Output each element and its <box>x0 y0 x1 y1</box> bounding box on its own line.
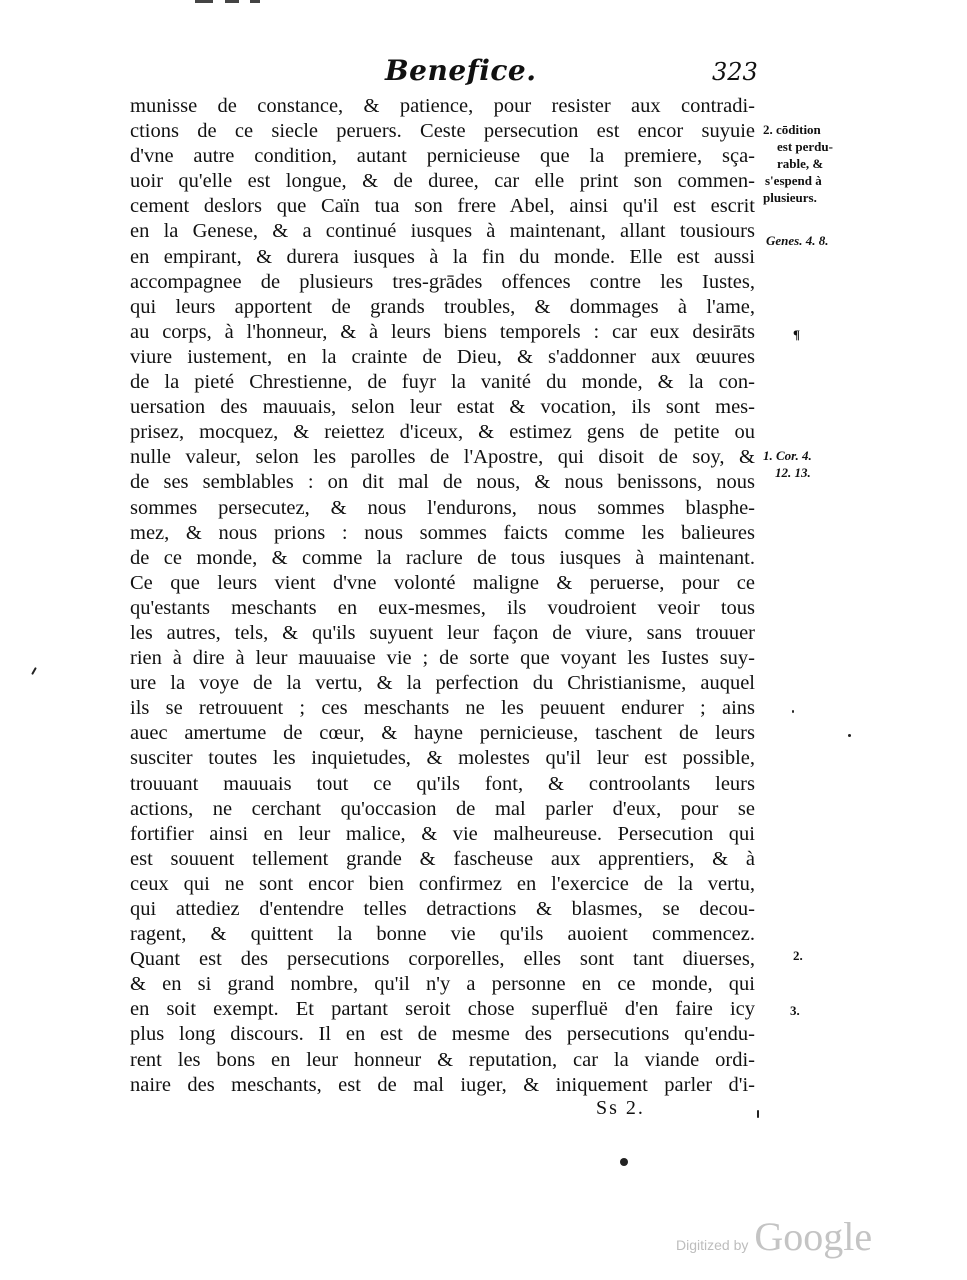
text-line: ils se retrouuent ; ces meschants ne les peuuent endurer ; ains <box>130 697 755 720</box>
ink-speck <box>31 667 37 675</box>
text-line: mez, & nous prions : nous sommes faicts comme les balieures <box>130 521 755 544</box>
text-line: munisse de constance, & patience, pour resister aux contradi- <box>130 95 755 117</box>
text-line: cement deslors que Caïn tua son frere Abel, ainsi qu'il est escrit <box>130 195 755 218</box>
body-text <box>130 94 755 1098</box>
signature-mark: Ss 2. <box>596 1097 645 1119</box>
text-line: rent les bons en leur honneur & reputation, car la viande ordi- <box>130 1048 755 1071</box>
margin-note-line: s'espend à <box>765 173 822 188</box>
text-line: de ce monde, & comme la raclure de tous iusques à maintenant. <box>130 546 755 569</box>
margin-note-line: 2. cōdition <box>763 122 821 137</box>
ink-speck <box>757 1110 759 1118</box>
text-line: ure la voye de la vertu, & la perfection du Christianisme, auquel <box>130 672 755 695</box>
text-line: en la Genese, & a continué iusques à maintenant, allant tousiours <box>130 220 755 243</box>
margin-note-genesis: Genes. 4. 8. <box>766 233 829 248</box>
margin-note-line: plusieurs. <box>763 190 817 205</box>
text-line: de la pieté Chrestienne, de fuyr la vanité du monde, & la con- <box>130 371 755 394</box>
text-line: auec amertume de cœur, & hayne pernicieuse, taschent de leurs <box>130 722 755 745</box>
text-line: naire des meschants, est de mal iuger, & iniquement parler d'i- <box>130 1073 755 1096</box>
text-line: Quant est des persecutions corporelles, elles sont tant diuerses, <box>130 948 755 971</box>
text-line: fortifier ainsi en leur malice, & vie malheureuse. Persecution qui <box>130 822 755 845</box>
text-line: accompagnee de plusieurs tres-grādes offences contre les Iustes, <box>130 270 755 293</box>
margin-note-line: 12. 13. <box>775 465 811 480</box>
text-line: ctions de ce siecle peruers. Ceste persecution est encor suyuie <box>130 120 755 143</box>
text-line: susciter toutes les inquietudes, & molestes qu'il leur est possible, <box>130 747 755 770</box>
margin-note-line: 1. Cor. 4. <box>763 448 812 463</box>
text-line: trouuant mauuais tout ce qu'ils font, & controolants leurs <box>130 772 755 795</box>
top-edge-marks <box>195 0 275 6</box>
margin-note-number-2: 2. <box>793 948 803 963</box>
text-line: d'vne autre condition, autant pernicieuse que la premiere, sça- <box>130 145 755 168</box>
google-logo: Google <box>754 1214 873 1259</box>
text-line: uersation des mauuais, selon leur estat & vocation, ils sont mes- <box>130 396 755 419</box>
text-line: au corps, à l'honneur, & à leurs biens temporels : car eux desirāts <box>130 320 755 343</box>
text-line: uoir qu'elle est longue, & de duree, car elle print son commen- <box>130 170 755 193</box>
running-title: Benefice. <box>385 54 537 87</box>
text-line: qui leurs apportent de grands troubles, & dommages à l'ame, <box>130 295 755 318</box>
text-line: de ses semblables : on dit mal de nous, & nous benissons, nous <box>130 471 755 494</box>
text-line: plus long discours. Il en est de mesme des persecutions qu'endu- <box>130 1023 755 1046</box>
ink-speck <box>620 1158 628 1166</box>
text-line: en soit exempt. Et partant seroit chose superfluë d'en faire icy <box>130 998 755 1021</box>
text-line: sommes persecutez, & nous l'endurons, nous sommes blasphe- <box>130 496 755 519</box>
text-line: est souuent tellement grande & fascheuse aux apprentiers, & à <box>130 847 755 870</box>
text-line: ragent, & quittent la bonne vie qu'ils auoient commencez. <box>130 923 755 946</box>
text-line: qu'estants meschants en eux-mesmes, ils voudroient veoir tous <box>130 596 755 619</box>
page-number: 323 <box>712 58 758 86</box>
margin-note-mark: ¶ <box>793 327 801 342</box>
ink-speck <box>792 710 794 713</box>
margin-note-line: rable, & <box>777 156 824 171</box>
text-line: prisez, mocquez, & reiettez d'iceux, & estimez gens de petite ou <box>130 421 755 444</box>
text-line: qui attediez d'entendre telles detractions & blasmes, se decou- <box>130 898 755 920</box>
text-line: ceux qui ne sont encor bien confirmez en l'exercice de la vertu, <box>130 872 755 895</box>
watermark-prefix: Digitized by <box>676 1237 749 1253</box>
text-line: Ce que leurs vient d'vne volonté maligne & peruerse, pour ce <box>130 571 755 594</box>
digitized-watermark <box>676 1213 872 1260</box>
text-line: actions, ne cerchant qu'occasion de mal parler d'eux, pour se <box>130 797 755 820</box>
ink-speck <box>848 734 851 737</box>
margin-note-corinthians <box>763 447 812 481</box>
text-line: rien à dire à leur mauuaise vie ; de sorte que voyant les Iustes suy- <box>130 647 755 670</box>
text-line: viure iustement, en la crainte de Dieu, & s'addonner aux œuures <box>130 345 755 368</box>
text-line: en empirant, & durera iusques à la fin du monde. Elle est aussi <box>130 245 755 268</box>
margin-note-line: est perdu- <box>777 139 833 154</box>
text-line: & en si grand nombre, qu'il n'y a personne en ce monde, qui <box>130 973 755 996</box>
text-line: les autres, tels, & qu'ils suyuent leur façon de viure, sans trouuer <box>130 621 755 644</box>
margin-note-number-3: 3. <box>790 1003 800 1018</box>
text-line: nulle valeur, selon les parolles de l'Apostre, qui disoit de soy, & <box>130 446 755 469</box>
margin-note-condition <box>763 121 833 206</box>
